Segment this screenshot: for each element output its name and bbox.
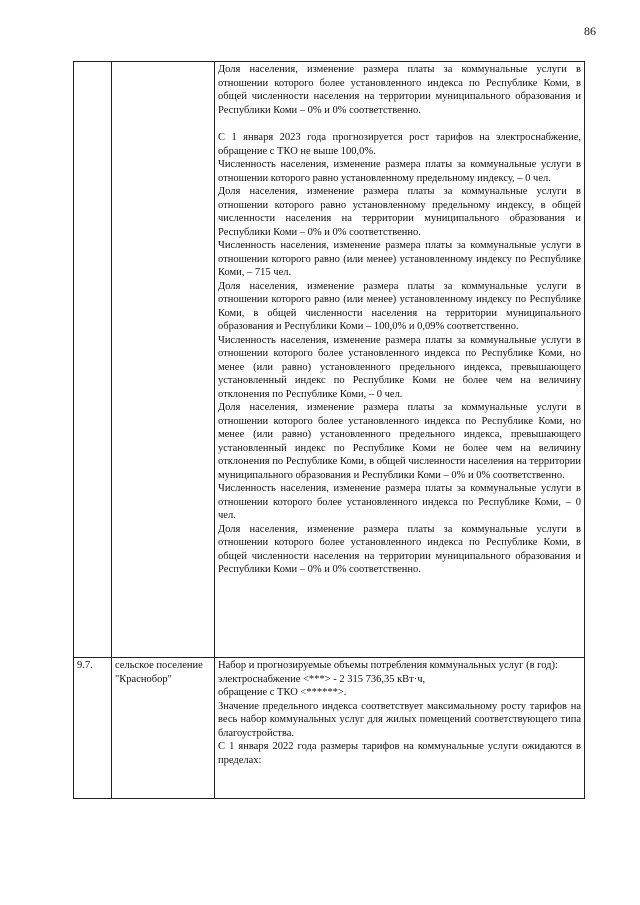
paragraph: Доля населения, изменение размера платы за коммунальные услуги в отношении которого равно установленному предельному индексу, в общей численности населения на территории муниципального образования и Республики Коми – 0% и 0% соответственно. xyxy=(218,186,581,238)
row-number-cell: 9.7. xyxy=(74,658,112,799)
paragraph: С 1 января 2022 года размеры тарифов на коммунальные услуги ожидаются в пределах: xyxy=(218,741,581,766)
tariff-table xyxy=(73,61,585,799)
settlement-cell xyxy=(112,62,215,658)
page-number: 86 xyxy=(584,24,596,38)
paragraph: Набор и прогнозируемые объемы потребления коммунальных услуг (в год): xyxy=(218,660,558,671)
table-row xyxy=(74,62,585,658)
paragraph: Численность населения, изменение размера платы за коммунальные услуги в отношении которого более установленного индекса по Республике Коми, но менее (или равно) установленного предельного индекса, превышающего установленный индекс по Республике Коми не более чем на величину отклонения по Республике Коми, – 0 чел. xyxy=(218,334,581,400)
description-cell xyxy=(215,62,585,658)
paragraph-gap xyxy=(218,117,581,131)
description-cell xyxy=(215,658,585,799)
settlement-cell: сельское поселение "Краснобор" xyxy=(112,658,215,799)
paragraph: Численность населения, изменение размера платы за коммунальные услуги в отношении которого равно (или менее) установленному индексу по Республике Коми, – 715 чел. xyxy=(218,240,581,278)
paragraph: электроснабжение <***> - 2 315 736,35 кВт·ч, xyxy=(218,673,426,685)
table-row xyxy=(74,658,585,799)
paragraph: Значение предельного индекса соответствует максимальному росту тарифов на весь набор коммунальных услуг для жилых помещений соответствующего типа благоустройства. xyxy=(218,700,581,739)
paragraph: Доля населения, изменение размера платы за коммунальные услуги в отношении которого более установленного индекса по Республике Коми, но менее (или равно) установленного предельного индекса, превышающего установленный индекс по Республике Коми не более чем на величину отклонения по Республике Коми, в общей численности населения на территории муниципального образования и Республики Коми – 0% и 0% соответственно. xyxy=(218,402,581,481)
paragraph: Доля населения, изменение размера платы за коммунальные услуги в отношении которого равно (или менее) установленному индексу по Республике Коми, в общей численности населения на территории муниципального образования и Республики Коми – 100,0% и 0,09% соответственно. xyxy=(218,280,581,332)
paragraph: Доля населения, изменение размера платы за коммунальные услуги в отношении которого более установленного индекса по Республике Коми, в общей численности населения на территории муниципального образования и Республики Коми – 0% и 0% соответственно. xyxy=(218,523,581,575)
paragraph: С 1 января 2023 года прогнозируется рост тарифов на электроснабжение, обращение с ТКО не выше 100,0%. xyxy=(218,132,581,157)
paragraph: Доля населения, изменение размера платы за коммунальные услуги в отношении которого более установленного индекса по Республике Коми, в общей численности населения на территории муниципального образования и Республики Коми – 0% и 0% соответственно. xyxy=(218,64,581,116)
row-number-cell xyxy=(74,62,112,658)
paragraph: обращение с ТКО <******>. xyxy=(218,687,347,698)
paragraph: Численность населения, изменение размера платы за коммунальные услуги в отношении которого более установленного индекса по Республике Коми, – 0 чел. xyxy=(218,483,581,521)
paragraph: Численность населения, изменение размера платы за коммунальные услуги в отношении которого равно установленному предельному индексу, – 0 чел. xyxy=(218,159,581,184)
